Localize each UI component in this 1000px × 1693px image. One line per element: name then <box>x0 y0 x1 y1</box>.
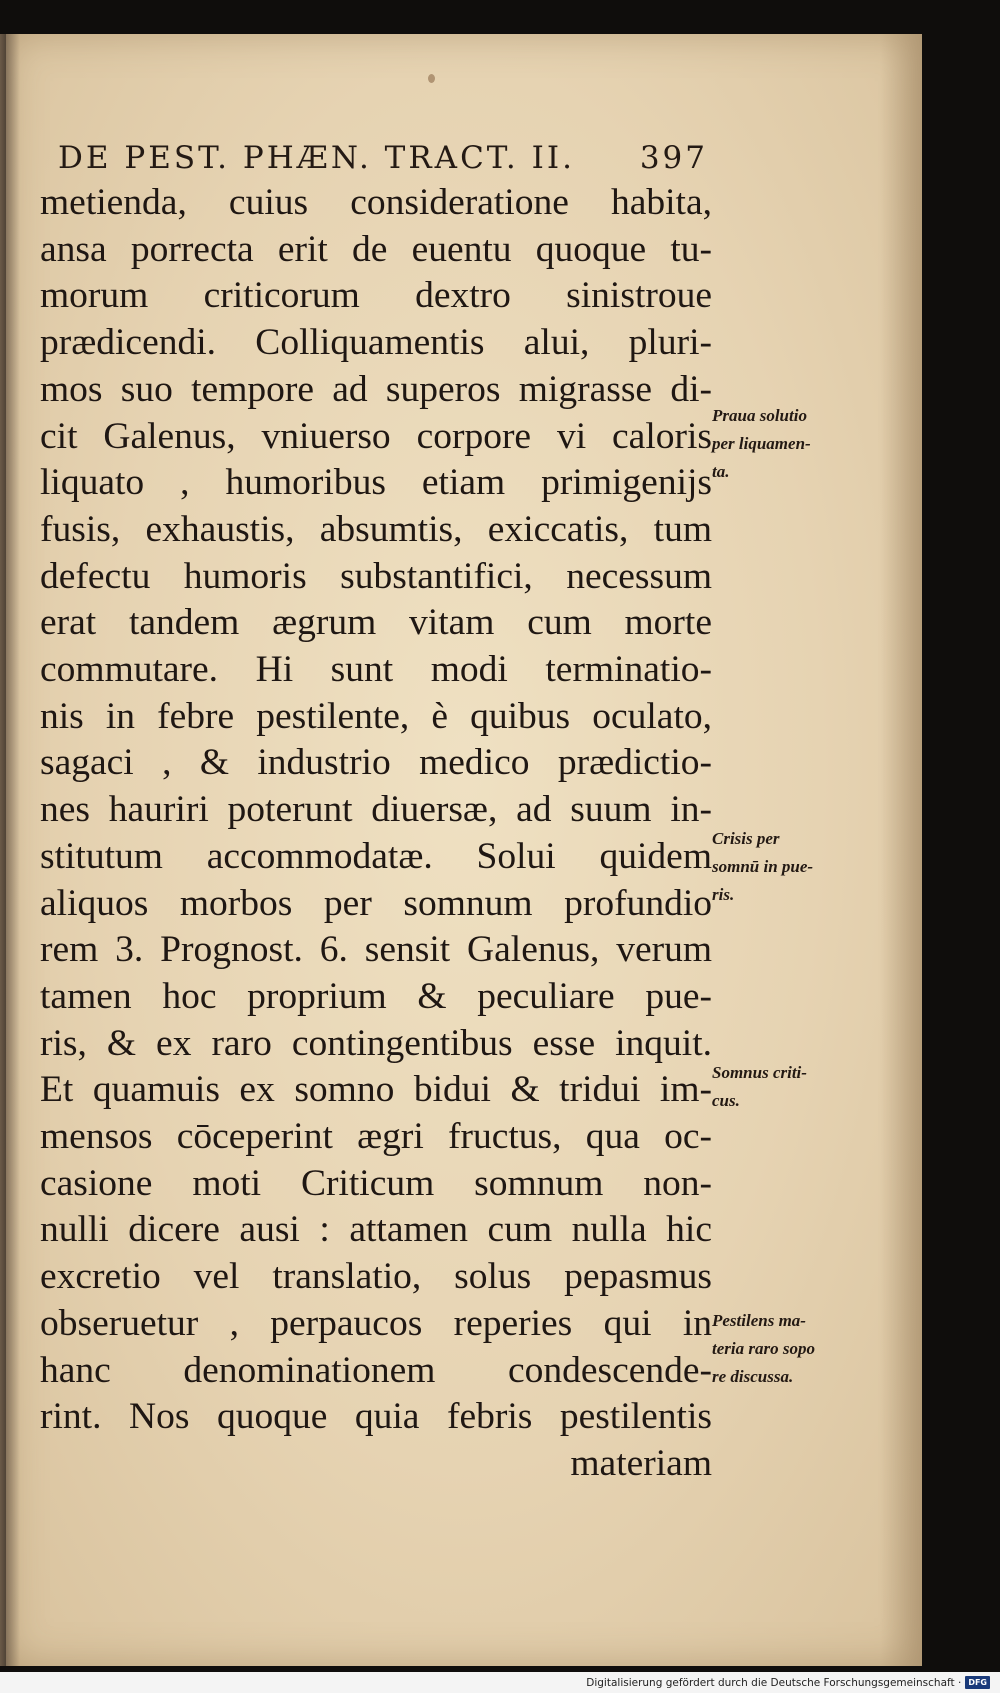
text-line: metienda, cuius consideratione habita, <box>40 182 712 223</box>
text-line: nes hauriri poterunt diuersæ, ad suum in- <box>40 789 712 831</box>
credit-text: Digitalisierung gefördert durch die Deutsche Forschungsgemeinschaft · <box>586 1676 962 1689</box>
margin-note: Praua solutio per liquamen- ta. <box>712 406 811 481</box>
text-line: mensos cōceperint ægri fructus, qua oc- <box>40 1116 712 1158</box>
page-number: 397 <box>639 140 708 176</box>
margin-note: Pestilens ma- teria raro sopo re discussa. <box>712 1311 815 1386</box>
page-edge-shadow <box>880 34 922 1666</box>
text-line: morum criticorum dextro sinistroue <box>40 275 712 317</box>
text-line: sagaci , & industrio medico prædictio- <box>40 742 712 784</box>
text-line: fusis, exhaustis, absumtis, exiccatis, tum <box>40 508 712 550</box>
text-line: cit Galenus, vniuerso corpore vi caloris <box>40 415 712 457</box>
funding-credit <box>586 1676 990 1689</box>
catchword: materiam <box>570 1442 712 1484</box>
text-line: nis in febre pestilente, è quibus oculato, <box>40 695 712 737</box>
text-line: ris, & ex raro contingentibus esse inquit. <box>40 1022 712 1064</box>
main-text-block <box>40 180 712 1488</box>
running-title: DE PEST. PHÆN. TRACT. II. <box>58 140 575 176</box>
text-line: prædicendi. Colliquamentis alui, pluri- <box>40 322 712 364</box>
text-line: tamen hoc proprium & peculiare pue- <box>40 975 712 1017</box>
text-line: rint. Nos quoque quia febris pestilentis <box>40 1396 712 1438</box>
dfg-logo: DFG <box>965 1676 990 1689</box>
margin-note: Somnus criti- cus. <box>712 1063 807 1110</box>
text-line: aliquos morbos per somnum profundio <box>40 882 712 924</box>
text-line: Et quamuis ex somno bidui & tridui im- <box>40 1069 712 1111</box>
text-line: erat tandem ægrum vitam cum morte <box>40 602 712 644</box>
text-line: liquato , humoribus etiam primigenijs <box>40 462 712 504</box>
page-gutter-shadow <box>0 34 20 1666</box>
text-line: obseruetur , perpaucos reperies qui in <box>40 1302 712 1344</box>
text-line: nulli dicere ausi : attamen cum nulla hic <box>40 1209 712 1251</box>
ink-spot <box>428 74 435 83</box>
text-line: mos suo tempore ad superos migrasse di- <box>40 368 712 410</box>
running-header <box>58 140 708 176</box>
text-line: hanc denominationem condescende- <box>40 1349 712 1391</box>
text-line: excretio vel translatio, solus pepasmus <box>40 1256 712 1298</box>
text-line: casione moti Criticum somnum non- <box>40 1162 712 1204</box>
text-line: commutare. Hi sunt modi terminatio- <box>40 649 712 691</box>
text-line: rem 3. Prognost. 6. sensit Galenus, verum <box>40 929 712 971</box>
text-line: defectu humoris substantifici, necessum <box>40 555 712 597</box>
margin-note: Crisis per somnū in pue- ris. <box>712 829 814 904</box>
text-line: stitutum accommodatæ. Solui quidem <box>40 835 712 877</box>
text-line: ansa porrecta erit de euentu quoque tu- <box>40 228 712 270</box>
